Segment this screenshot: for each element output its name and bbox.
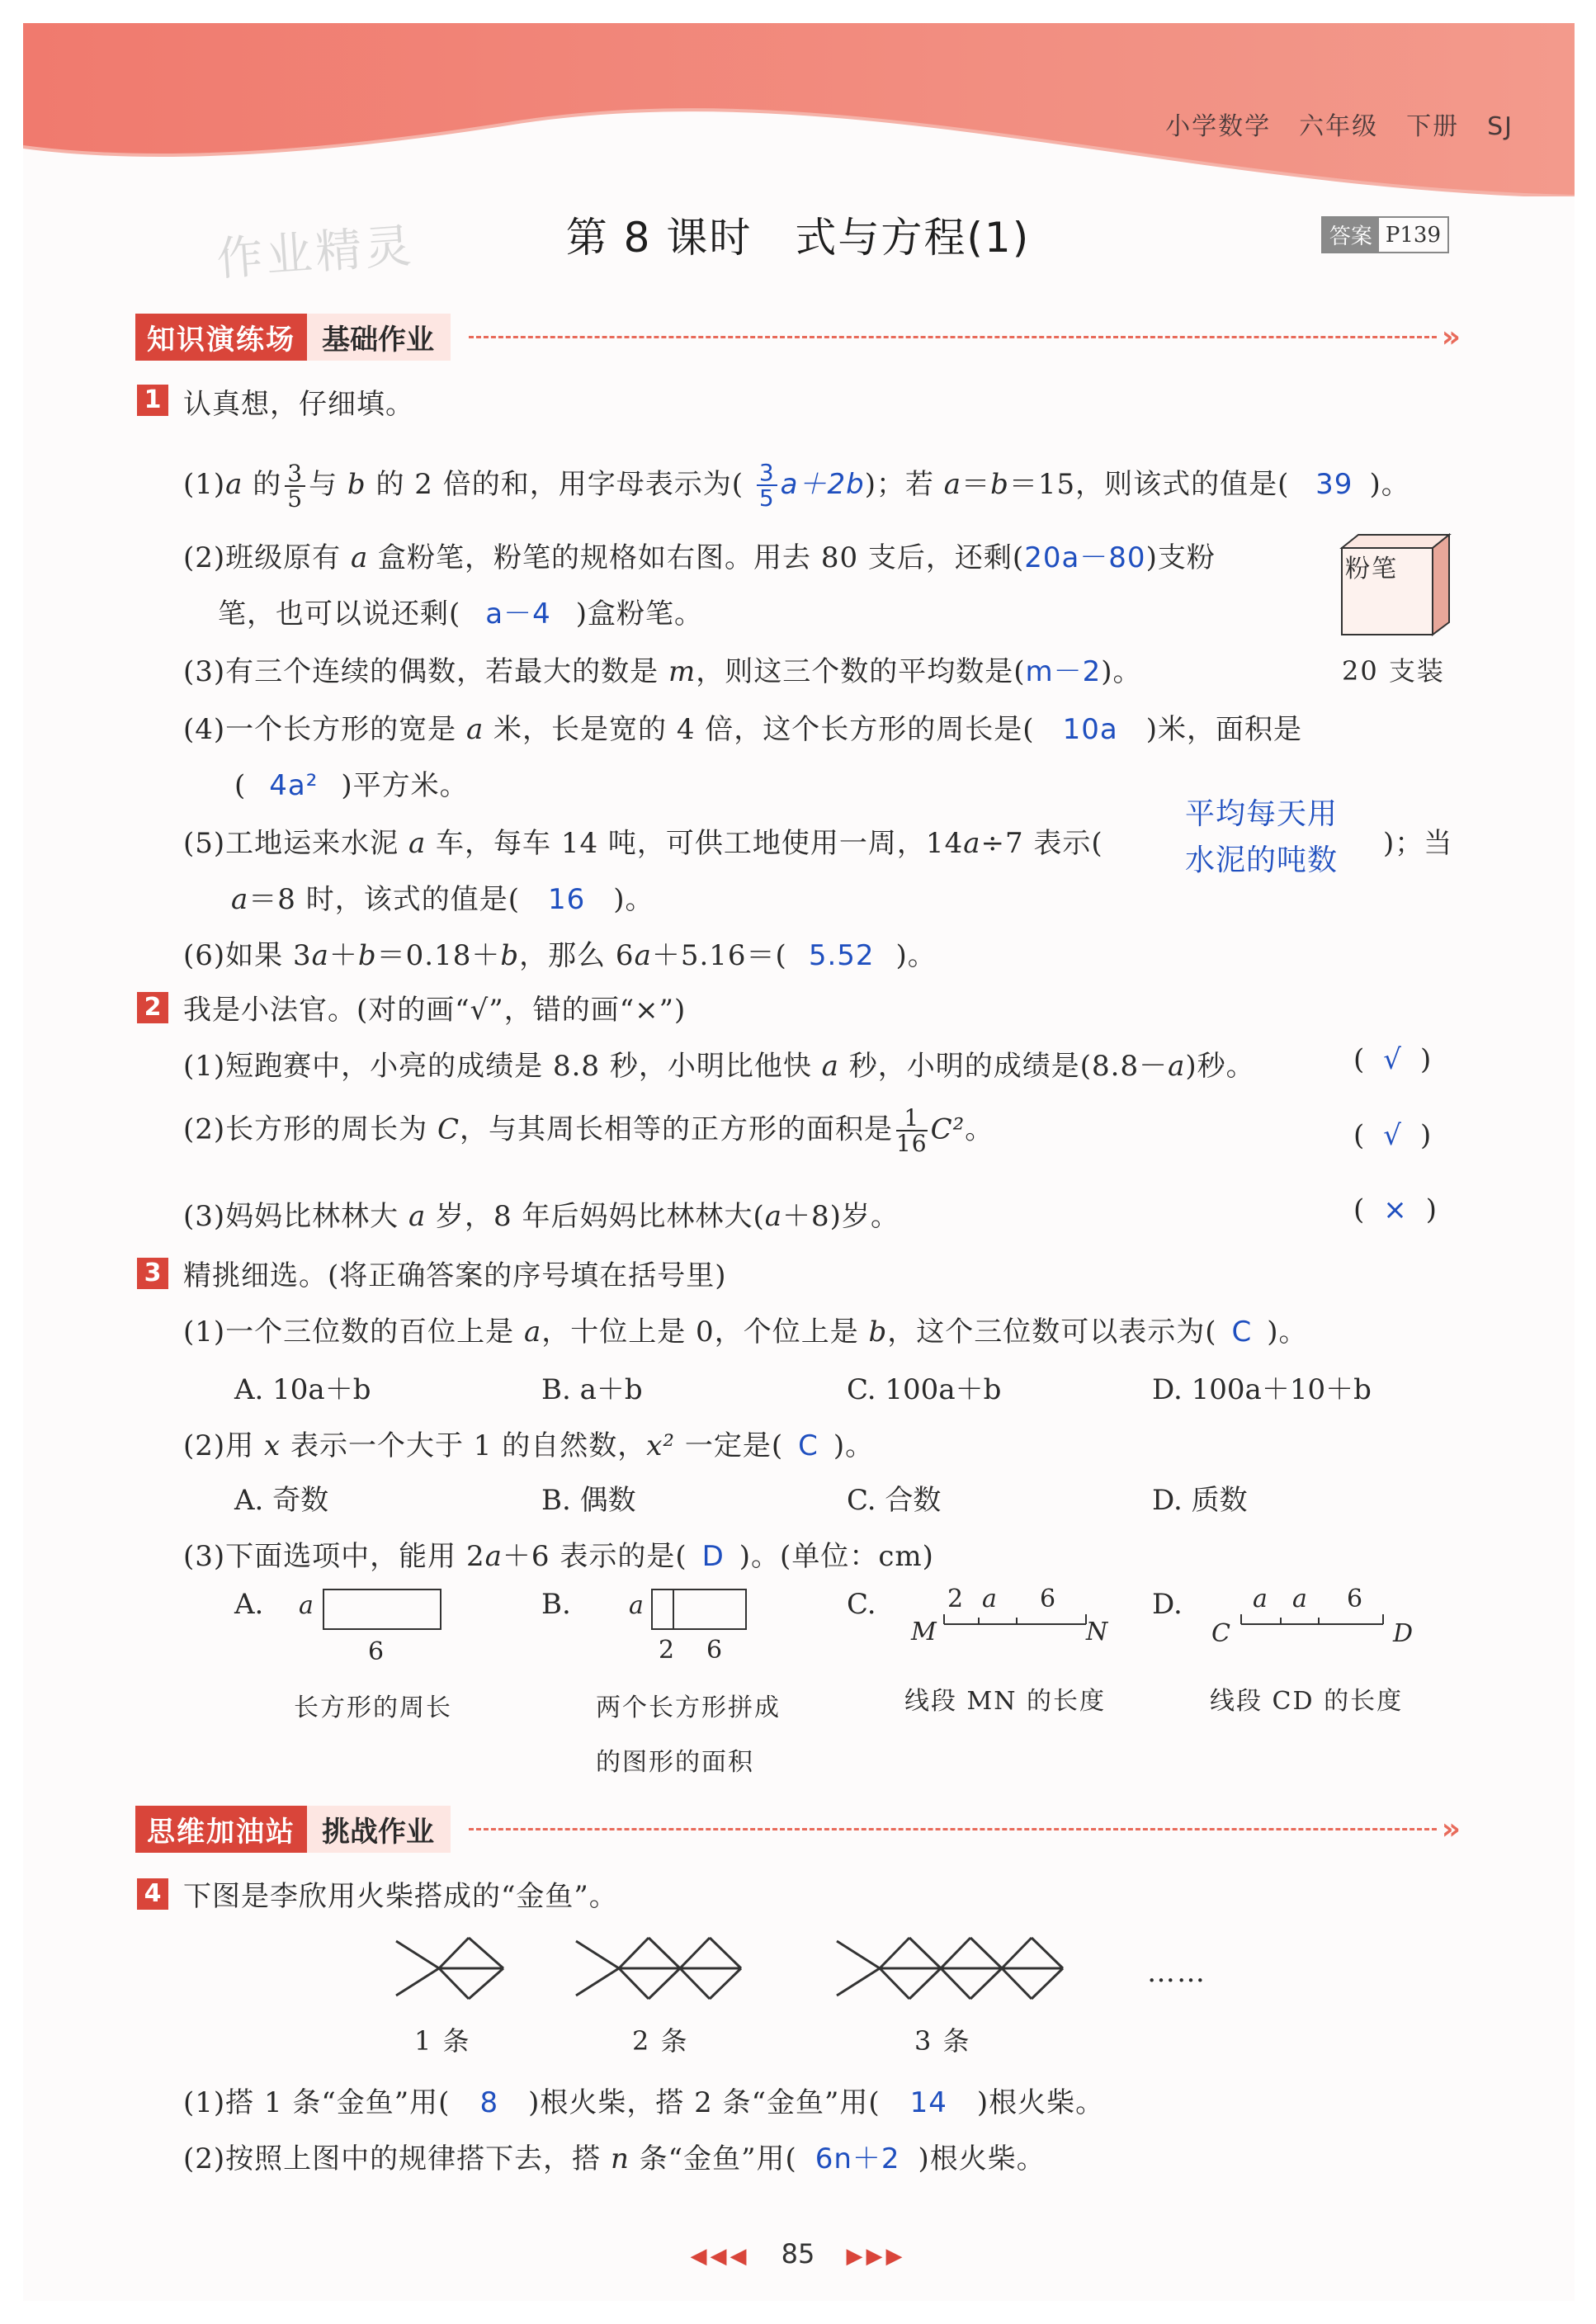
two-rectangles-figure-b xyxy=(650,1585,749,1634)
watermark: 作业精灵 xyxy=(215,219,417,287)
page-background xyxy=(23,23,1575,2301)
fig-d-label-3: 6 xyxy=(1347,1585,1365,1613)
q2-part2: (2)长方形的周长为 C，与其周长相等的正方形的面积是 $\frac{1}{16}$ C²。 xyxy=(183,1104,994,1158)
subject: 小学数学 xyxy=(1165,112,1272,141)
fish-caption-3: 3 条 xyxy=(914,2025,971,2057)
fig-b-caption-2: 的图形的面积 xyxy=(596,1748,754,1777)
q4-part1: (1)搭 1 条“金鱼”用( 8 )根火柴，搭 2 条“金鱼”用( 14 )根火柴。 xyxy=(183,2086,1105,2119)
q4-part2: (2)按照上图中的规律搭下去，搭 n 条“金鱼”用( 6n＋2 )根火柴。 xyxy=(183,2142,1046,2175)
prev-arrows-icon[interactable]: ◀◀◀ xyxy=(690,2244,750,2269)
question-number: 4 xyxy=(137,1878,168,1910)
q1-part6: (6)如果 3a＋b＝0.18＋b，那么 6a＋5.16＝( 5.52 )。 xyxy=(183,939,937,972)
question-number: 3 xyxy=(137,1258,168,1289)
q1-part4-line1: (4)一个长方形的宽是 a 米，长是宽的 4 倍，这个长方形的周长是( 10a )米，面积是 xyxy=(183,713,1302,746)
fig-d-right-point: D xyxy=(1393,1619,1415,1648)
answer-expression[interactable]: 20a－80 xyxy=(1024,541,1146,574)
section-sub: 挑战作业 xyxy=(307,1806,451,1853)
match-fish-3 xyxy=(829,1931,1076,2005)
fig-d-label-1: a xyxy=(1253,1585,1269,1613)
answer-value[interactable]: 5.52 xyxy=(808,939,875,972)
fig-c-label-1: 2 xyxy=(947,1585,966,1613)
chalk-box-label: 粉笔 xyxy=(1345,555,1398,583)
next-arrows-icon[interactable]: ▶▶▶ xyxy=(846,2244,906,2269)
q1-part2-line2: 笔，也可以说还剩( a－4 )盒粉笔。 xyxy=(218,598,703,631)
answer-expression[interactable]: $\frac{3}{5}$ a＋2b xyxy=(753,468,865,501)
q2-part3: (3)妈妈比林林大 a 岁，8 年后妈妈比林林大(a＋8)岁。 xyxy=(183,1200,900,1233)
chalk-box-caption: 20 支装 xyxy=(1342,655,1445,687)
answer-expression[interactable]: 6n＋2 xyxy=(815,2142,900,2175)
option-b-letter[interactable]: B. xyxy=(541,1588,571,1621)
answer-value[interactable]: 16 xyxy=(548,883,586,916)
answer-expression[interactable]: 4a² xyxy=(269,769,319,802)
choice-answer[interactable]: D xyxy=(701,1540,725,1573)
fig-d-label-2: a xyxy=(1292,1585,1309,1613)
double-chevron-icon: » xyxy=(1441,320,1461,354)
grade: 六年级 xyxy=(1299,112,1379,141)
q3-part3: (3)下面选项中，能用 2a＋6 表示的是( D )。(单位：cm) xyxy=(183,1540,934,1573)
fig-a-side-label: a xyxy=(299,1591,315,1620)
q3-part1: (1)一个三位数的百位上是 a，十位上是 0，个位上是 b，这个三位数可以表示为( C )。 xyxy=(183,1316,1308,1349)
fish-caption-2: 2 条 xyxy=(632,2025,689,2057)
judge-bracket-1[interactable]: ( √ ) xyxy=(1353,1043,1433,1076)
answer-value[interactable]: 8 xyxy=(479,2086,499,2119)
q1-part3: (3)有三个连续的偶数，若最大的数是 m，则这三个数的平均数是(m－2)。 xyxy=(183,655,1142,688)
answer-value[interactable]: 39 xyxy=(1315,467,1353,501)
q1-part5-line2: a＝8 时，该式的值是( 16 )。 xyxy=(231,883,654,916)
q3-part2: (2)用 x 表示一个大于 1 的自然数，x² 一定是( C )。 xyxy=(183,1429,875,1462)
fig-c-right-point: N xyxy=(1086,1618,1110,1646)
edition: SJ xyxy=(1487,112,1513,141)
answer-text-line1[interactable]: 平均每天用 xyxy=(1185,797,1339,831)
q1-part4-line2: ( 4a² )平方米。 xyxy=(234,769,469,802)
page-title: 第 8 课时 式与方程(1) xyxy=(565,214,1031,262)
fig-a-caption: 长方形的周长 xyxy=(294,1693,452,1722)
fig-c-label-2: a xyxy=(982,1585,999,1613)
answer-text-line2[interactable]: 水泥的吨数 xyxy=(1185,843,1339,877)
question-number: 2 xyxy=(137,992,168,1023)
volume: 下册 xyxy=(1406,112,1460,141)
answer-label: 答案 xyxy=(1323,218,1379,252)
page-number: 85 xyxy=(781,2238,815,2270)
option-a[interactable]: A. 奇数 xyxy=(234,1484,329,1517)
q1-part5-line1: (5)工地运来水泥 a 车，每车 14 吨，可供工地使用一周，14a÷7 表示( xyxy=(183,827,1103,860)
option-b[interactable]: B. 偶数 xyxy=(541,1484,636,1517)
fish-caption-1: 1 条 xyxy=(414,2025,471,2057)
page-footer xyxy=(0,2238,1596,2270)
answer-value[interactable]: 14 xyxy=(909,2086,947,2119)
choice-answer[interactable]: C xyxy=(798,1429,819,1462)
question-stem: 我是小法官。(对的画“√”，错的画“×”) xyxy=(183,994,687,1027)
option-a[interactable]: A. 10a＋b xyxy=(234,1373,371,1406)
option-d[interactable]: D. 100a＋10＋b xyxy=(1152,1373,1372,1406)
match-fish-1 xyxy=(388,1931,512,2005)
answer-expression[interactable]: m－2 xyxy=(1025,655,1102,688)
ellipsis: …… xyxy=(1147,1956,1206,1989)
judge-answer: √ xyxy=(1383,1043,1402,1076)
section-sub: 基础作业 xyxy=(307,314,451,361)
option-d[interactable]: D. 质数 xyxy=(1152,1484,1248,1517)
option-b[interactable]: B. a＋b xyxy=(541,1373,643,1406)
judge-answer: × xyxy=(1383,1193,1408,1226)
fig-b-bottom-label-2: 6 xyxy=(706,1636,725,1665)
fig-c-caption: 线段 MN 的长度 xyxy=(904,1687,1107,1716)
question-stem: 下图是李欣用火柴搭成的“金鱼”。 xyxy=(183,1880,618,1913)
judge-bracket-2[interactable]: ( √ ) xyxy=(1353,1119,1433,1152)
question-number: 1 xyxy=(137,385,168,416)
rectangle-figure-a xyxy=(322,1585,446,1634)
choice-answer[interactable]: C xyxy=(1231,1316,1253,1349)
book-info xyxy=(1137,106,1513,142)
q1-part2-line1: (2)班级原有 a 盒粉笔，粉笔的规格如右图。用去 80 支后，还剩(20a－80)支粉 xyxy=(183,541,1216,574)
question-stem: 认真想，仔细填。 xyxy=(183,388,414,421)
judge-bracket-3[interactable]: ( × ) xyxy=(1353,1193,1438,1226)
fig-c-label-3: 6 xyxy=(1040,1585,1058,1613)
answer-expression[interactable]: 10a xyxy=(1062,713,1118,746)
fig-c-left-point: M xyxy=(911,1618,938,1646)
fig-d-left-point: C xyxy=(1211,1619,1232,1648)
fig-a-bottom-label: 6 xyxy=(368,1637,386,1666)
option-a-letter[interactable]: A. xyxy=(234,1588,264,1621)
q1-part5-tail: )；当 xyxy=(1383,827,1453,860)
fig-b-bottom-label-1: 2 xyxy=(659,1636,677,1665)
section-label: 知识演练场 xyxy=(135,314,307,361)
judge-answer: √ xyxy=(1383,1119,1402,1152)
dashed-divider xyxy=(469,1828,1437,1830)
option-d-letter[interactable]: D. xyxy=(1152,1588,1183,1621)
q1-part1: (1)a 的 $\frac{3}{5}$ 与 b 的 2 倍的和，用字母表示为( $\frac{3}{5}$ a＋2b)；若 a＝b＝15，则该式的值是( 39 )。 xyxy=(183,459,1410,513)
option-c[interactable]: C. 合数 xyxy=(847,1484,942,1517)
section-label: 思维加油站 xyxy=(135,1806,307,1853)
dashed-divider xyxy=(469,336,1437,338)
answer-tag[interactable] xyxy=(1321,216,1449,253)
fig-b-side-label: a xyxy=(629,1591,645,1620)
fig-d-caption: 线段 CD 的长度 xyxy=(1210,1687,1404,1716)
answer-expression[interactable]: a－4 xyxy=(485,598,551,631)
section-header-challenge xyxy=(135,1806,1461,1853)
double-chevron-icon: » xyxy=(1441,1812,1461,1846)
question-stem: 精挑细选。(将正确答案的序号填在括号里) xyxy=(183,1259,727,1292)
section-header-basic xyxy=(135,314,1461,361)
q2-part1: (1)短跑赛中，小亮的成绩是 8.8 秒，小明比他快 a 秒，小明的成绩是(8.8－a)秒。 xyxy=(183,1050,1255,1083)
answer-page: P139 xyxy=(1385,222,1441,248)
option-c-letter[interactable]: C. xyxy=(847,1588,876,1621)
fig-b-caption-1: 两个长方形拼成 xyxy=(596,1693,781,1722)
match-fish-2 xyxy=(568,1931,749,2005)
option-c[interactable]: C. 100a＋b xyxy=(847,1373,1002,1406)
